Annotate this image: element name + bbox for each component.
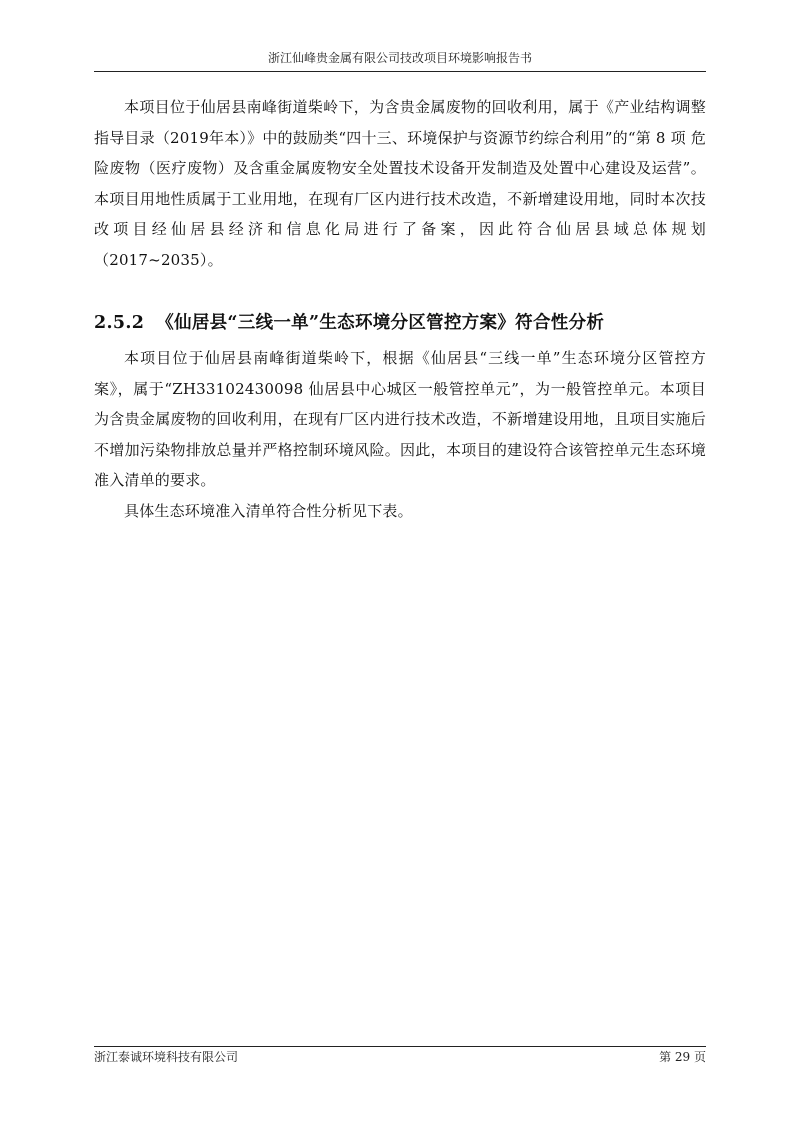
page-header: 浙江仙峰贵金属有限公司技改项目环境影响报告书	[267, 51, 532, 65]
paragraph-zoning-compliance: 本项目位于仙居县南峰街道柴岭下，根据《仙居县“三线一单”生态环境分区管控方案》，属于“ZH33102430098 仙居县中心城区一般管控单元”，为一般管控单元。本项目为含贵金属废物的回收利用，在现有厂区内进行技术改造，不新增建设用地，且项目实施后不增加污染物排放总量并严格控制环境风险。因此，本项目的建设符合该管控单元生态环境准入清单的要求。	[94, 349, 706, 489]
page-body	[94, 92, 706, 526]
page-number: 第 29 页	[659, 1050, 706, 1064]
footer-company: 浙江泰诚环境科技有限公司	[94, 1050, 239, 1064]
header-rule	[94, 71, 706, 72]
paragraph-industrial-policy: 本项目位于仙居县南峰街道柴岭下，为含贵金属废物的回收利用，属于《产业结构调整指导目录（2019年本）》中的鼓励类“四十三、环境保护与资源节约综合利用”的“第 8 项 危险废物（医疗废物）及含重金属废物安全处置技术设备开发制造及处置中心建设及运营”。本项目用地性质属于工业用地，在现有厂区内进行技术改造，不新增建设用地，同时本次技改项目经仙居县经济和信息化局进行了备案，因此符合仙居县域总体规划（2017~2035）。	[94, 98, 706, 269]
section-title: 《仙居县“三线一单”生态环境分区管控方案》符合性分析	[156, 313, 605, 333]
paragraph-table-intro: 具体生态环境准入清单符合性分析见下表。	[124, 501, 413, 520]
footer-rule	[94, 1046, 706, 1047]
section-number: 2.5.2	[94, 313, 145, 333]
section-heading	[94, 308, 706, 338]
